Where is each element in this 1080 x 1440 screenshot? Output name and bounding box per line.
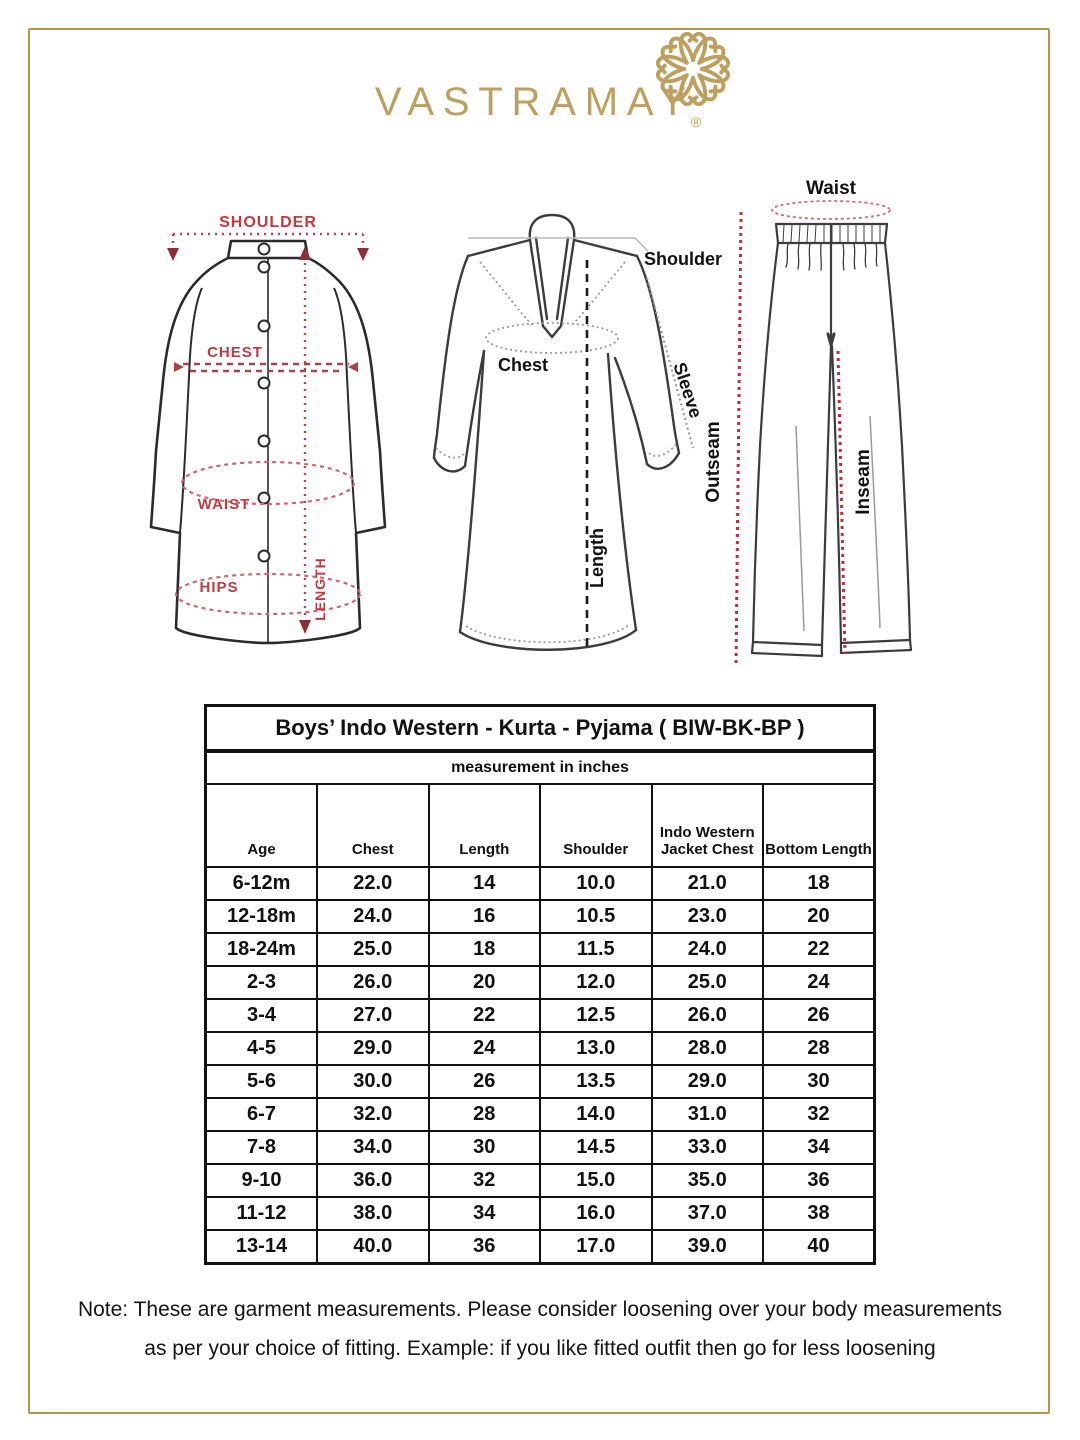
table-row [206,1098,875,1131]
table-cell: 24.0 [652,933,764,966]
table-cell: 14 [429,867,541,900]
table-row [206,867,875,900]
kurta-sleeve-label: Sleeve [669,359,707,421]
mandala-swirl-icon [645,28,741,108]
table-cell: 34 [429,1197,541,1230]
table-title-row [206,706,875,752]
table-row [206,933,875,966]
table-cell: 13.5 [540,1065,652,1098]
pyjama-measurement-diagram [700,166,960,676]
table-cell: 13.0 [540,1032,652,1065]
table-subtitle: measurement in inches [206,751,875,784]
table-cell: 17.0 [540,1230,652,1264]
table-cell: 10.0 [540,867,652,900]
table-cell: 5-6 [206,1065,318,1098]
table-cell: 2-3 [206,966,318,999]
table-cell: 24.0 [317,900,429,933]
size-table [204,704,876,1265]
table-cell: 26 [429,1065,541,1098]
table-cell: 6-12m [206,867,318,900]
table-cell: 34.0 [317,1131,429,1164]
column-header: Chest [317,784,429,867]
kurta-outline [434,215,679,650]
kurta-shoulder-label: Shoulder [643,249,723,269]
table-cell: 12.0 [540,966,652,999]
table-cell: 21.0 [652,867,764,900]
size-table-section [204,704,876,1265]
jacket-shoulder-label: SHOULDER [219,214,317,231]
table-title: Boys’ Indo Western - Kurta - Pyjama ( BIW-BK-BP ) [206,706,875,752]
jacket-chest-label: CHEST [207,344,263,361]
table-cell: 3-4 [206,999,318,1032]
table-row [206,1065,875,1098]
table-cell: 12-18m [206,900,318,933]
jacket-hips-label: HIPS [199,579,239,596]
table-cell: 36 [763,1164,875,1197]
table-cell: 22 [763,933,875,966]
kurta-length-label: Length [587,528,607,588]
table-cell: 11-12 [206,1197,318,1230]
table-cell: 27.0 [317,999,429,1032]
table-cell: 18 [429,933,541,966]
table-row [206,1230,875,1264]
table-cell: 20 [763,900,875,933]
jacket-waist-label: WAIST [197,496,251,513]
table-cell: 6-7 [206,1098,318,1131]
table-cell: 23.0 [652,900,764,933]
table-cell: 30 [429,1131,541,1164]
table-row [206,966,875,999]
column-header: Age [206,784,318,867]
table-cell: 32 [429,1164,541,1197]
pyjama-outseam-label: Outseam [703,421,724,503]
kurta-chest-label: Chest [497,355,549,375]
table-cell: 35.0 [652,1164,764,1197]
table-cell: 20 [429,966,541,999]
table-cell: 24 [429,1032,541,1065]
pyjama-inseam-label: Inseam [853,449,874,515]
table-cell: 18-24m [206,933,318,966]
pyjama-waist-ellipse [772,201,890,219]
table-cell: 34 [763,1131,875,1164]
column-header: Indo Western Jacket Chest [652,784,764,867]
table-cell: 30.0 [317,1065,429,1098]
table-row [206,1197,875,1230]
table-cell: 40 [763,1230,875,1264]
table-cell: 14.5 [540,1131,652,1164]
table-cell: 38.0 [317,1197,429,1230]
pyjama-outline [752,224,911,656]
pyjama-waist-label: Waist [806,178,856,199]
kurta-measurement-diagram [420,196,730,666]
brand-logo [0,80,1080,130]
jacket-measurement-diagram [118,196,418,666]
table-cell: 30 [763,1065,875,1098]
table-cell: 28 [429,1098,541,1131]
jacket-length-label: LENGTH [312,557,328,621]
table-row [206,1164,875,1197]
brand-name: VASTRAMAY [374,80,695,124]
table-cell: 40.0 [317,1230,429,1264]
table-cell: 26.0 [317,966,429,999]
table-subtitle-row [206,751,875,784]
table-cell: 33.0 [652,1131,764,1164]
note-line-1: Note: These are garment measurements. Please consider loosening over your body measurements [77,1298,1003,1321]
table-cell: 16 [429,900,541,933]
note-line-2: as per your choice of fitting. Example: if you like fitted outfit then go for less loosening [144,1337,936,1360]
table-cell: 24 [763,966,875,999]
table-cell: 39.0 [652,1230,764,1264]
table-cell: 9-10 [206,1164,318,1197]
column-header: Length [429,784,541,867]
registered-mark: ® [690,114,702,130]
column-header-row [206,784,875,867]
size-table-body [206,867,875,1264]
table-cell: 31.0 [652,1098,764,1131]
table-cell: 38 [763,1197,875,1230]
table-cell: 14.0 [540,1098,652,1131]
table-cell: 32 [763,1098,875,1131]
table-cell: 28 [763,1032,875,1065]
table-cell: 25.0 [317,933,429,966]
table-cell: 4-5 [206,1032,318,1065]
table-cell: 15.0 [540,1164,652,1197]
table-cell: 37.0 [652,1197,764,1230]
table-cell: 7-8 [206,1131,318,1164]
table-cell: 12.5 [540,999,652,1032]
table-cell: 11.5 [540,933,652,966]
table-cell: 29.0 [652,1065,764,1098]
table-row [206,999,875,1032]
table-cell: 22 [429,999,541,1032]
table-cell: 32.0 [317,1098,429,1131]
table-cell: 13-14 [206,1230,318,1264]
measurement-note [55,1290,1025,1368]
table-cell: 18 [763,867,875,900]
column-header: Shoulder [540,784,652,867]
table-cell: 29.0 [317,1032,429,1065]
table-cell: 10.5 [540,900,652,933]
kurta-seam-details [436,262,693,642]
table-cell: 36.0 [317,1164,429,1197]
table-row [206,1032,875,1065]
table-cell: 28.0 [652,1032,764,1065]
table-cell: 26 [763,999,875,1032]
table-cell: 22.0 [317,867,429,900]
table-row [206,900,875,933]
table-cell: 26.0 [652,999,764,1032]
table-cell: 16.0 [540,1197,652,1230]
table-cell: 36 [429,1230,541,1264]
table-row [206,1131,875,1164]
column-header: Bottom Length [763,784,875,867]
table-cell: 25.0 [652,966,764,999]
